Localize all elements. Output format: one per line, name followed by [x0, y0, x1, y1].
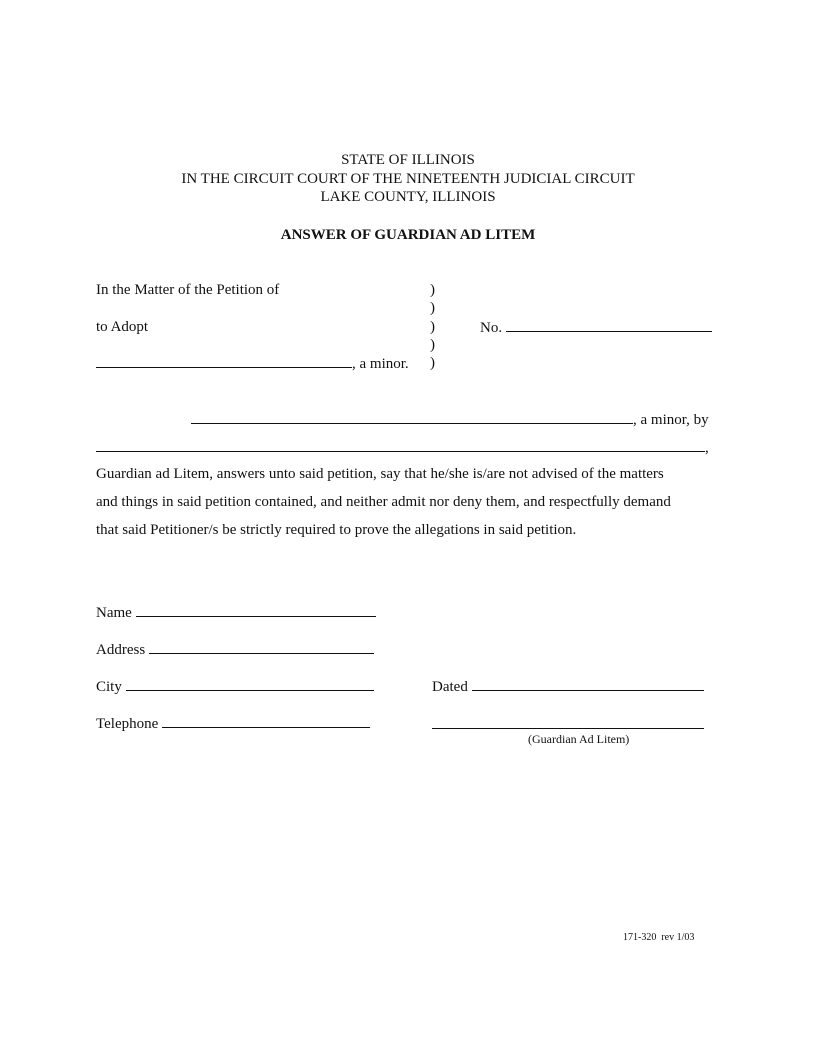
address-row	[96, 640, 374, 659]
paragraph-line-3: that said Petitioner/s be strictly required to prove the allegations in said petition.	[96, 522, 577, 538]
telephone-label: Telephone	[96, 716, 159, 732]
dated-label: Dated	[432, 679, 468, 695]
guardian-signature-line[interactable]	[432, 728, 704, 729]
caption-paren-4: )	[430, 337, 435, 353]
form-number: 171-320 rev 1/03	[623, 932, 695, 943]
minor-by-text: , a minor, by	[633, 412, 709, 428]
dated-row	[432, 677, 704, 696]
name-field[interactable]	[136, 603, 376, 617]
address-field[interactable]	[149, 640, 374, 654]
document-title: ANSWER OF GUARDIAN AD LITEM	[280, 227, 536, 243]
case-number-label: No.	[480, 320, 503, 336]
address-label: Address	[96, 642, 146, 658]
city-row	[96, 677, 374, 696]
city-label: City	[96, 679, 122, 695]
minor-suffix: , a minor.	[352, 356, 409, 372]
dated-field[interactable]	[472, 677, 704, 691]
matter-label: In the Matter of the Petition of	[96, 282, 280, 298]
minor-full-name-field[interactable]	[191, 410, 633, 424]
name-row	[96, 603, 376, 622]
paragraph-line-1: Guardian ad Litem, answers unto said petition, say that he/she is/are not advised of the matters	[96, 466, 664, 482]
caption-paren-1: )	[430, 282, 435, 298]
signature-caption: (Guardian Ad Litem)	[528, 732, 630, 746]
caption-paren-5: )	[430, 355, 435, 371]
county-heading: LAKE COUNTY, ILLINOIS	[320, 189, 496, 205]
adopt-label: to Adopt	[96, 319, 149, 335]
paragraph-line-2: and things in said petition contained, and neither admit nor deny them, and respectfully demand	[96, 494, 671, 510]
case-number-field[interactable]	[506, 318, 712, 332]
city-field[interactable]	[126, 677, 374, 691]
telephone-field[interactable]	[162, 714, 370, 728]
caption-paren-2: )	[430, 300, 435, 316]
state-heading: STATE OF ILLINOIS	[341, 152, 475, 168]
name-label: Name	[96, 605, 132, 621]
guardian-name-row	[96, 438, 709, 457]
court-heading: IN THE CIRCUIT COURT OF THE NINETEENTH JUDICIAL CIRCUIT	[181, 171, 635, 187]
guardian-name-comma: ,	[705, 440, 709, 456]
minor-by-row	[191, 410, 709, 429]
minor-name-row	[96, 354, 409, 373]
caption-paren-3: )	[430, 319, 435, 335]
telephone-row	[96, 714, 370, 733]
guardian-name-field[interactable]	[96, 438, 705, 452]
case-number-row	[480, 318, 712, 337]
minor-name-field[interactable]	[96, 354, 352, 368]
